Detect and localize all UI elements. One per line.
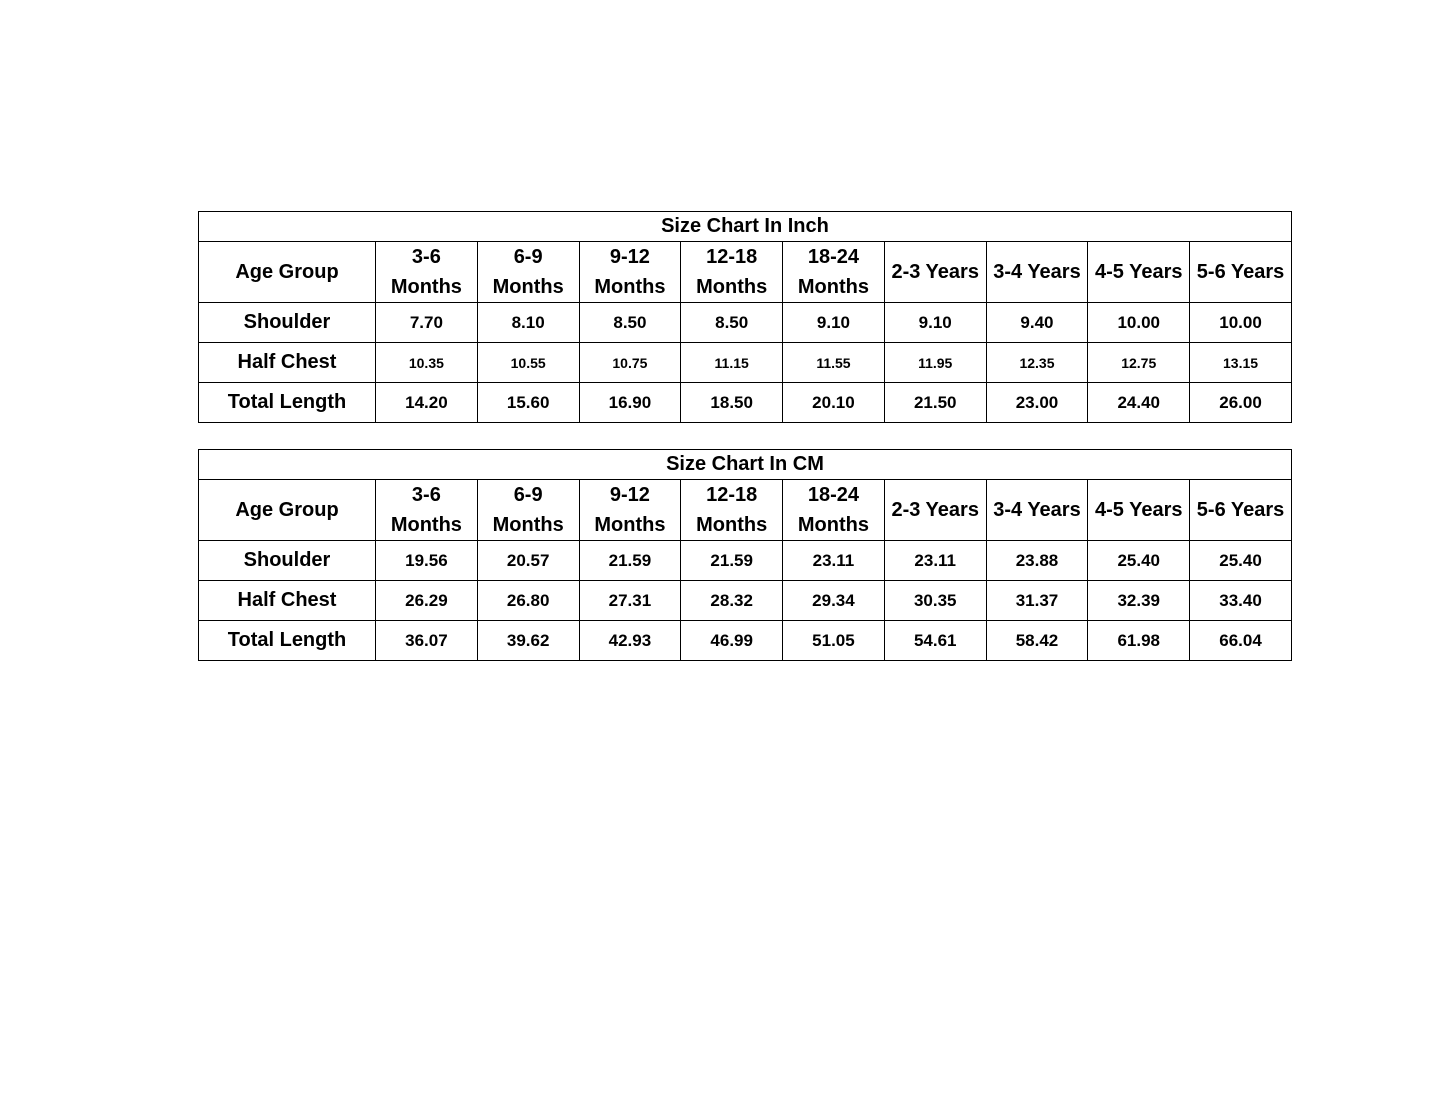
table-cell: 58.42 (986, 621, 1088, 661)
inch-column-header: 9-12 Months (579, 242, 681, 303)
row-label: Half Chest (199, 343, 376, 383)
table-cell: 16.90 (579, 383, 681, 423)
table-cell: 7.70 (376, 303, 478, 343)
table-cell: 10.75 (579, 343, 681, 383)
inch-table-title: Size Chart In Inch (199, 212, 1292, 242)
table-cell: 32.39 (1088, 581, 1190, 621)
cm-table-title: Size Chart In CM (199, 450, 1292, 480)
cm-column-header: 18-24 Months (783, 480, 885, 541)
table-cell: 9.10 (783, 303, 885, 343)
table-cell: 12.35 (986, 343, 1088, 383)
table-cell: 13.15 (1190, 343, 1292, 383)
table-cell: 8.50 (681, 303, 783, 343)
cm-column-header: 2-3 Years (884, 480, 986, 541)
inch-column-header: 12-18 Months (681, 242, 783, 303)
cm-column-header: 5-6 Years (1190, 480, 1292, 541)
table-row (199, 303, 1292, 343)
table-cell: 15.60 (477, 383, 579, 423)
table-cell: 30.35 (884, 581, 986, 621)
table-cell: 24.40 (1088, 383, 1190, 423)
table-cell: 26.80 (477, 581, 579, 621)
row-label: Half Chest (199, 581, 376, 621)
inch-column-header: 4-5 Years (1088, 242, 1190, 303)
inch-column-header: 5-6 Years (1190, 242, 1292, 303)
table-cell: 9.40 (986, 303, 1088, 343)
table-cell: 23.88 (986, 541, 1088, 581)
cm-column-header: 4-5 Years (1088, 480, 1190, 541)
table-cell: 21.59 (681, 541, 783, 581)
inch-column-header: 3-4 Years (986, 242, 1088, 303)
inch-column-header: 2-3 Years (884, 242, 986, 303)
row-label: Total Length (199, 621, 376, 661)
table-cell: 29.34 (783, 581, 885, 621)
row-label: Total Length (199, 383, 376, 423)
table-cell: 11.95 (884, 343, 986, 383)
table-row (199, 621, 1292, 661)
inch-column-header: 3-6 Months (376, 242, 478, 303)
table-cell: 31.37 (986, 581, 1088, 621)
table-cell: 25.40 (1190, 541, 1292, 581)
table-cell: 23.11 (783, 541, 885, 581)
size-chart-cm-table (198, 449, 1292, 661)
table-cell: 39.62 (477, 621, 579, 661)
table-cell: 28.32 (681, 581, 783, 621)
table-cell: 25.40 (1088, 541, 1190, 581)
table-cell: 10.00 (1190, 303, 1292, 343)
table-cell: 26.00 (1190, 383, 1292, 423)
inch-column-header: 18-24 Months (783, 242, 885, 303)
inch-column-header: 6-9 Months (477, 242, 579, 303)
cm-column-header: 3-6 Months (376, 480, 478, 541)
size-chart-inch-table (198, 211, 1292, 423)
table-cell: 23.00 (986, 383, 1088, 423)
table-row (199, 383, 1292, 423)
table-cell: 10.55 (477, 343, 579, 383)
row-label: Shoulder (199, 303, 376, 343)
table-row (199, 581, 1292, 621)
table-cell: 23.11 (884, 541, 986, 581)
table-cell: 20.10 (783, 383, 885, 423)
table-cell: 8.50 (579, 303, 681, 343)
cm-column-header: 9-12 Months (579, 480, 681, 541)
table-cell: 33.40 (1190, 581, 1292, 621)
table-cell: 11.55 (783, 343, 885, 383)
table-cell: 10.35 (376, 343, 478, 383)
table-cell: 12.75 (1088, 343, 1190, 383)
table-cell: 8.10 (477, 303, 579, 343)
cm-column-header: 3-4 Years (986, 480, 1088, 541)
table-cell: 10.00 (1088, 303, 1190, 343)
table-cell: 14.20 (376, 383, 478, 423)
inch-age-group-header: Age Group (199, 242, 376, 303)
table-cell: 20.57 (477, 541, 579, 581)
table-cell: 26.29 (376, 581, 478, 621)
cm-age-group-header: Age Group (199, 480, 376, 541)
table-row (199, 541, 1292, 581)
table-cell: 19.56 (376, 541, 478, 581)
table-cell: 36.07 (376, 621, 478, 661)
table-cell: 42.93 (579, 621, 681, 661)
table-cell: 46.99 (681, 621, 783, 661)
table-cell: 11.15 (681, 343, 783, 383)
table-cell: 21.50 (884, 383, 986, 423)
table-cell: 27.31 (579, 581, 681, 621)
table-cell: 18.50 (681, 383, 783, 423)
table-cell: 9.10 (884, 303, 986, 343)
table-cell: 51.05 (783, 621, 885, 661)
table-cell: 66.04 (1190, 621, 1292, 661)
cm-column-header: 12-18 Months (681, 480, 783, 541)
table-cell: 61.98 (1088, 621, 1190, 661)
row-label: Shoulder (199, 541, 376, 581)
table-cell: 21.59 (579, 541, 681, 581)
table-row (199, 343, 1292, 383)
cm-column-header: 6-9 Months (477, 480, 579, 541)
table-cell: 54.61 (884, 621, 986, 661)
